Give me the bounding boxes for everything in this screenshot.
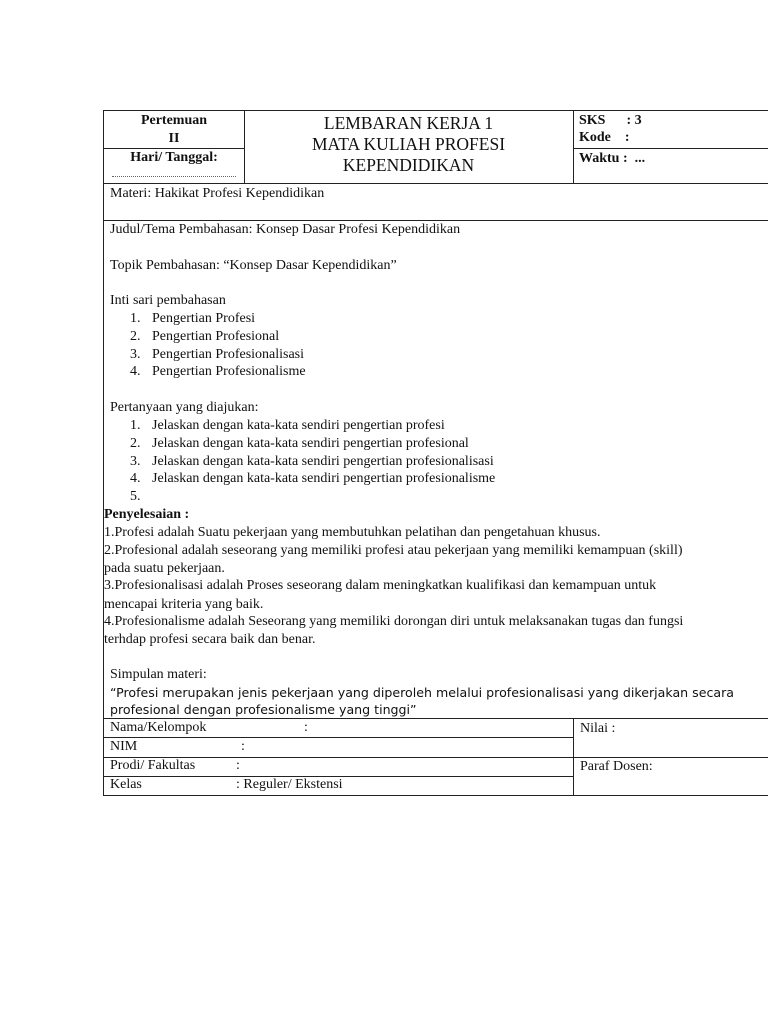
- title-line-2: MATA KULIAH PROFESI: [311, 134, 506, 154]
- simpulan-line-2: profesional dengan profesionalisme yang tinggi”: [110, 702, 417, 717]
- prodi-fakultas-colon: :: [236, 758, 240, 773]
- worksheet: [103, 110, 768, 796]
- list-item: 5.: [130, 489, 141, 505]
- nama-kelompok-colon: :: [304, 720, 308, 735]
- penyelesaian-point-1: 1.Profesi adalah Suatu pekerjaan yang membutuhkan pelatihan dan pengetahuan khusus.: [104, 525, 601, 540]
- kode-field: Kode :: [579, 130, 630, 145]
- inti-heading: Inti sari pembahasan: [110, 293, 226, 308]
- simpulan-line-1: “Profesi merupakan jenis pekerjaan yang diperoleh melalui profesionalisasi yang dikerjakan secara: [110, 685, 735, 700]
- penyelesaian-point-2-line-1: 2.Profesional adalah seseorang yang memiliki profesi atau pekerjaan yang memiliki kemampuan (skill): [104, 543, 683, 558]
- topik-text: Topik Pembahasan: “Konsep Dasar Kependidikan”: [110, 258, 397, 273]
- rule-header-col2: [573, 110, 574, 183]
- penyelesaian-point-4-line-1: 4.Profesionalisme adalah Seseorang yang memiliki dorongan diri untuk melaksanakan tugas dan fungsi: [104, 614, 684, 629]
- title-line-1: LEMBARAN KERJA 1: [323, 113, 494, 133]
- nilai-label: Nilai :: [580, 721, 616, 736]
- pertanyaan-heading: Pertanyaan yang diajukan:: [110, 400, 259, 415]
- list-item: 2. Jelaskan dengan kata-kata sendiri pengertian profesional: [130, 435, 469, 451]
- kelas-value: : Reguler/ Ekstensi: [236, 777, 343, 792]
- penyelesaian-point-3-line-2: mencapai kriteria yang baik.: [104, 597, 264, 612]
- penyelesaian-heading: Penyelesaian :: [104, 507, 190, 522]
- prodi-fakultas-label: Prodi/ Fakultas: [110, 758, 196, 773]
- hari-tanggal-label: Hari/ Tanggal:: [130, 150, 218, 165]
- paraf-dosen-label: Paraf Dosen:: [580, 759, 653, 774]
- penyelesaian-point-3-line-1: 3.Profesionalisasi adalah Proses seseorang dalam meningkatkan kualifikasi dan kemampuan untuk: [104, 578, 657, 593]
- penyelesaian-point-4-line-2: terhdap profesi secara baik dan benar.: [104, 632, 316, 647]
- list-item: 1. Jelaskan dengan kata-kata sendiri pengertian profesi: [130, 418, 445, 433]
- pertanyaan-list: [104, 417, 495, 506]
- list-item: 2. Pengertian Profesional: [130, 328, 280, 344]
- list-item: 1. Pengertian Profesi: [130, 311, 256, 326]
- hari-tanggal-dotted-line: [112, 176, 236, 177]
- rule-header-bottom: [104, 183, 768, 184]
- simpulan-heading: Simpulan materi:: [110, 667, 207, 682]
- rule-top: [104, 110, 768, 111]
- list-item: 4. Jelaskan dengan kata-kata sendiri pengertian profesionalisme: [130, 471, 496, 487]
- judul-text: Judul/Tema Pembahasan: Konsep Dasar Profesi Kependidikan: [110, 222, 461, 237]
- pertemuan-label: Pertemuan: [140, 113, 208, 128]
- rule-footer-row3: [104, 757, 768, 758]
- list-item: 4. Pengertian Profesionalisme: [130, 364, 306, 380]
- list-item: 3. Pengertian Profesionalisasi: [130, 346, 305, 362]
- rule-footer-row2: [104, 737, 573, 738]
- materi-text: Materi: Hakikat Profesi Kependidikan: [110, 186, 325, 201]
- list-item: 3. Jelaskan dengan kata-kata sendiri pengertian profesionalisasi: [130, 453, 494, 469]
- sks-field: SKS : 3: [579, 113, 642, 128]
- rule-header-right-mid: [573, 148, 768, 149]
- waktu-field: Waktu : ...: [579, 151, 646, 166]
- inti-list: [104, 310, 306, 381]
- nim-label: NIM: [110, 739, 138, 754]
- nim-colon: :: [241, 739, 245, 754]
- penyelesaian-point-2-line-2: pada suatu pekerjaan.: [104, 561, 225, 576]
- nama-kelompok-label: Nama/Kelompok: [110, 720, 207, 735]
- pertemuan-value: II: [168, 131, 180, 146]
- rule-footer-col: [573, 718, 574, 795]
- rule-footer-bottom: [104, 795, 768, 796]
- title-line-3: KEPENDIDIKAN: [342, 155, 475, 175]
- kelas-label: Kelas: [110, 777, 142, 792]
